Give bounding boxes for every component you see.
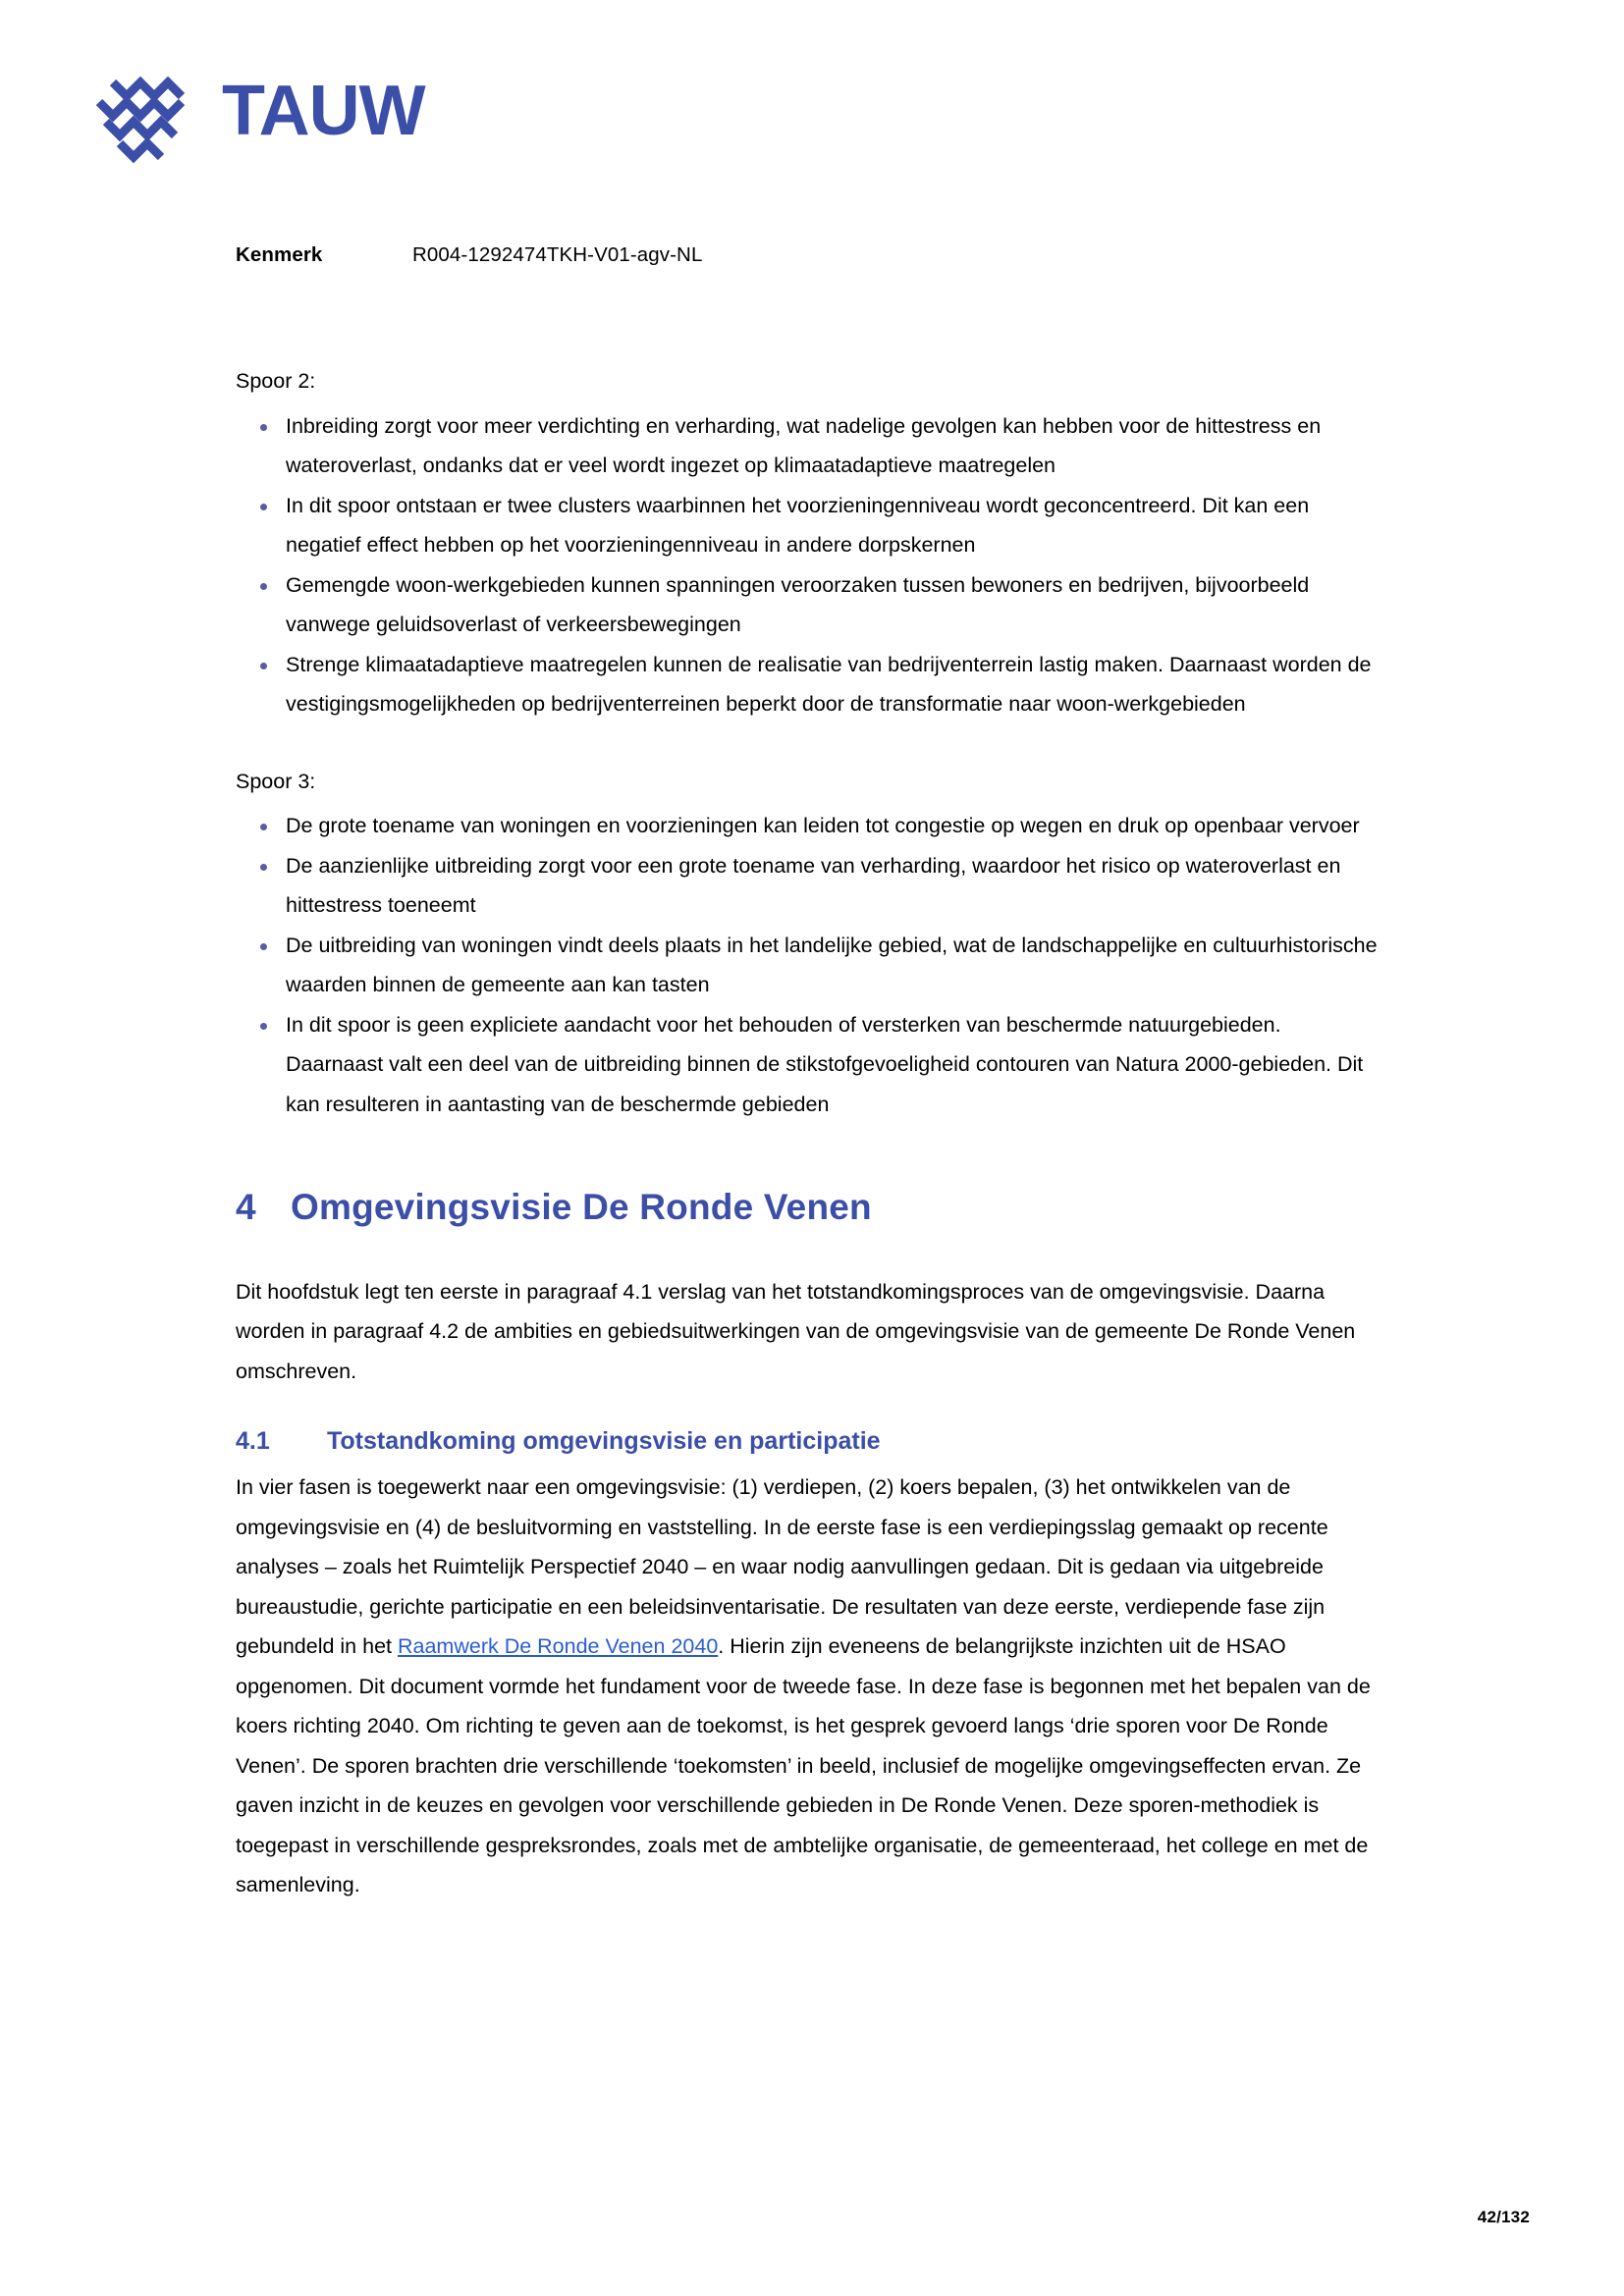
kenmerk-value: R004-1292474TKH-V01-agv-NL xyxy=(412,243,703,266)
list-item: De aanzienlijke uitbreiding zorgt voor een grote toename van verharding, waardoor het risico op wateroverlast en hittestress toeneemt xyxy=(236,846,1382,926)
tauw-logo-mark-icon xyxy=(94,61,196,163)
spoor3-heading: Spoor 3: xyxy=(236,769,316,793)
spoor2-bullet-list xyxy=(236,406,1382,724)
document-body xyxy=(236,371,1382,1905)
section-number: 4.1 xyxy=(236,1427,270,1456)
section-title: Totstandkoming omgevingsvisie en participatie xyxy=(327,1427,881,1456)
spacer xyxy=(236,1124,1382,1187)
list-item: De grote toename van woningen en voorzieningen kan leiden tot congestie op wegen en druk op openbaar vervoer xyxy=(236,806,1382,846)
section-heading-4-1 xyxy=(236,1426,1382,1456)
tauw-logo xyxy=(94,61,516,163)
chapter-intro-paragraph: Dit hoofdstuk legt ten eerste in paragraaf 4.1 verslag van het totstandkomingsproces van de omgevingsvisie. Daarna worden in paragraaf 4.2 de ambities en gebiedsuitwerkingen van de omgevingsvisie van de gemeente De Ronde Venen omschreven. xyxy=(236,1279,1356,1383)
spacer xyxy=(236,1229,1382,1272)
kenmerk-label: Kenmerk xyxy=(236,243,323,266)
list-item: Strenge klimaatadaptieve maatregelen kunnen de realisatie van bedrijventerrein lastig maken. Daarnaast worden de vestigingsmogelijkheden op bedrijventerreinen beperkt door de transformatie naar woon-werkgebieden xyxy=(236,645,1382,724)
spoor3-bullet-list xyxy=(236,806,1382,1124)
tauw-wordmark-icon xyxy=(222,76,516,148)
spoor2-heading: Spoor 2: xyxy=(236,369,316,393)
section-4-1-paragraph xyxy=(236,1468,1382,1905)
list-item: In dit spoor ontstaan er twee clusters waarbinnen het voorzieningenniveau wordt geconcentreerd. Dit kan een negatief effect hebben op het voorzieningenniveau in andere dorpskernen xyxy=(236,486,1382,565)
raamwerk-document-link[interactable]: Raamwerk De Ronde Venen 2040 xyxy=(397,1634,719,1659)
spacer xyxy=(236,1456,1382,1468)
paragraph-text-before-link: In vier fasen is toegewerkt naar een omgevingsvisie: (1) verdiepen, (2) koers bepalen, (3) het ontwikkelen van de omgevingsvisie en (4) de besluitvorming en vaststelling. In de eerste fase is een verdiepingsslag gemaakt op recente analyses – zoals het Ruimtelijk Perspectief 2040 – en waar nodig aanvullingen gedaan. Dit is gedaan via uitgebreide bureaustudie, gerichte participatie en een beleidsinventarisatie. De resultaten van deze eerste, verdiepende fase zijn gebundeld in het xyxy=(236,1475,1328,1659)
svg-text:TAUW: TAUW xyxy=(222,76,425,148)
list-item: De uitbreiding van woningen vindt deels plaats in het landelijke gebied, wat de landschappelijke en cultuurhistorische waarden binnen de gemeente aan kan tasten xyxy=(236,926,1382,1005)
kenmerk-row xyxy=(236,242,702,269)
spacer xyxy=(236,724,1382,772)
list-item: In dit spoor is geen expliciete aandacht voor het behouden of versterken van beschermde natuurgebieden. Daarnaast valt een deel van de uitbreiding binnen de stikstofgevoeligheid contouren van Natura 2000-gebieden. Dit kan resulteren in aantasting van de beschermde gebieden xyxy=(236,1005,1382,1125)
chapter-title: Omgevingsvisie De Ronde Venen xyxy=(291,1187,872,1227)
list-item: Gemengde woon-werkgebieden kunnen spanningen veroorzaken tussen bewoners en bedrijven, bijvoorbeeld vanwege geluidsoverlast of verkeersbewegingen xyxy=(236,565,1382,645)
chapter-heading xyxy=(236,1187,1382,1229)
list-item: Inbreiding zorgt voor meer verdichting en verharding, wat nadelige gevolgen kan hebben voor de hittestress en wateroverlast, ondanks dat er veel wordt ingezet op klimaatadaptieve maatregelen xyxy=(236,406,1382,486)
paragraph-text-after-link: . Hierin zijn eveneens de belangrijkste inzichten uit de HSAO opgenomen. Dit document vormde het fundament voor de tweede fase. In deze fase is begonnen met het bepalen van de koers richting 2040. Om richting te geven aan de toekomst, is het gesprek gevoerd langs ‘drie sporen voor De Ronde Venen’. De sporen brachten drie verschillende ‘toekomsten’ in beeld, inclusief de mogelijke omgevingseffecten ervan. Ze gaven inzicht in de keuzes en gevolgen voor verschillende gebieden in De Ronde Venen. Deze sporen-methodiek is toegepast in verschillende gespreksrondes, zoals met de ambtelijke organisatie, de gemeenteraad, het college en met de samenleving. xyxy=(236,1634,1371,1897)
spacer xyxy=(236,1391,1382,1426)
chapter-number: 4 xyxy=(236,1187,256,1227)
page-number: 42/132 xyxy=(1477,2208,1530,2226)
